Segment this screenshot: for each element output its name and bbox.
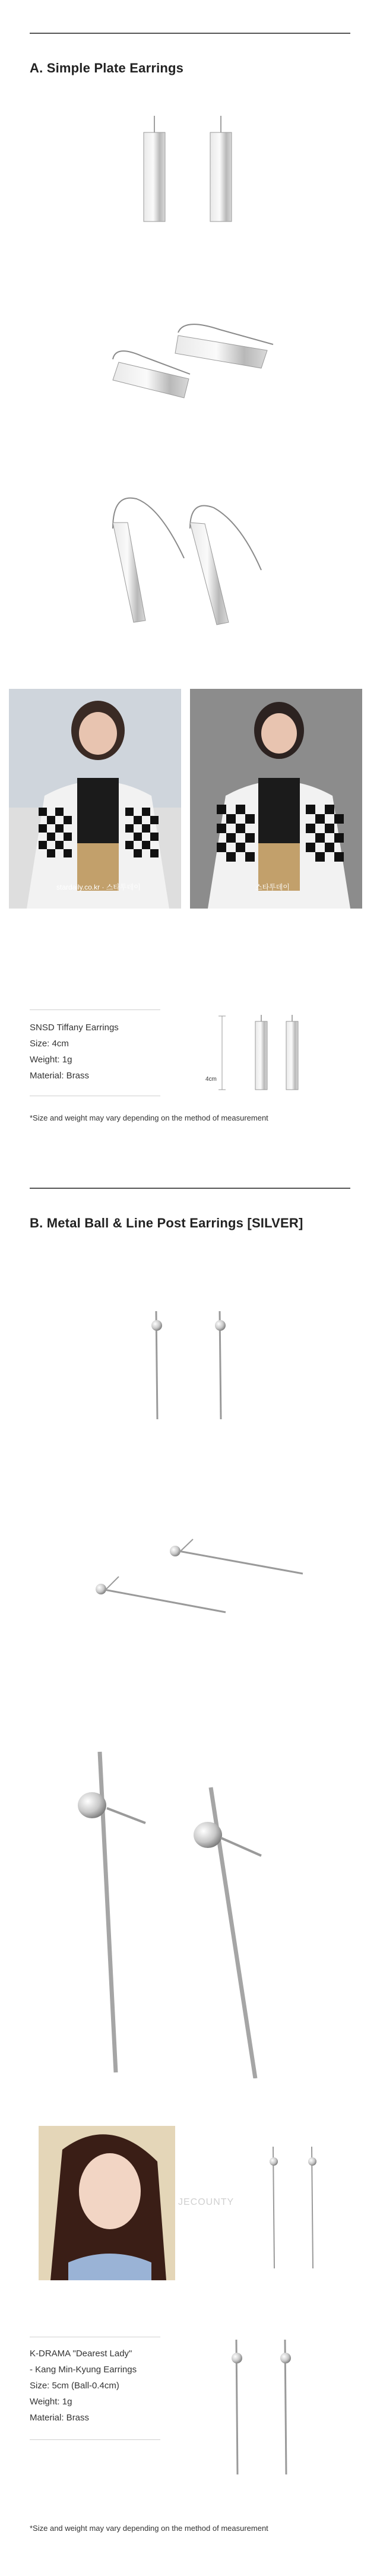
ball-earrings-front-image xyxy=(137,1306,243,1425)
plate-earrings-hook-image xyxy=(101,309,291,410)
measure-label: 4cm xyxy=(205,1076,217,1083)
section-divider xyxy=(30,1188,350,1189)
ball-earrings-spec-image xyxy=(220,2337,309,2479)
ball-earrings-flat-image xyxy=(83,1532,309,1621)
photo-watermark: JECOUNTY xyxy=(178,2197,235,2207)
spec-item: - Kang Min-Kyung Earrings xyxy=(30,2365,137,2375)
spec-item: Size: 5cm (Ball-0.4cm) xyxy=(30,2381,119,2391)
ball-earrings-closeup-image xyxy=(65,1746,291,2078)
model-photo-2 xyxy=(190,689,362,909)
spec-item: Material: Brass xyxy=(30,2413,90,2423)
model-photo-drama xyxy=(39,2126,175,2280)
spec-list-b xyxy=(30,2346,137,2426)
measurement-note-b: *Size and weight may vary depending on the method of measurement xyxy=(30,2524,268,2533)
photo-caption: stardaily.co.kr · 스타투데이 xyxy=(56,883,141,891)
spec-item: Weight: 1g xyxy=(30,2397,72,2407)
section-a-title: A. Simple Plate Earrings xyxy=(30,61,184,75)
measurement-note-a: *Size and weight may vary depending on the method of measurement xyxy=(30,1113,268,1122)
spec-list-a xyxy=(30,1020,119,1084)
spec-item: K-DRAMA "Dearest Lady" xyxy=(30,2349,132,2359)
plate-earrings-side-image xyxy=(101,487,279,629)
spec-divider-bottom xyxy=(30,2439,160,2440)
spec-item: Size: 4cm xyxy=(30,1039,69,1049)
spec-divider-top xyxy=(30,1009,160,1010)
section-b-title: B. Metal Ball & Line Post Earrings [SILVER] xyxy=(30,1216,303,1230)
spec-item: Material: Brass xyxy=(30,1071,90,1081)
model-photo-1 xyxy=(9,689,181,909)
spec-item: SNSD Tiffany Earrings xyxy=(30,1023,119,1033)
photo-caption: 스타투데이 xyxy=(255,883,290,891)
plate-earrings-front-image xyxy=(125,110,255,235)
ball-earrings-small-image xyxy=(261,2144,327,2274)
size-diagram-a xyxy=(214,1012,315,1096)
spec-item: Weight: 1g xyxy=(30,1055,72,1065)
top-divider xyxy=(30,33,350,34)
